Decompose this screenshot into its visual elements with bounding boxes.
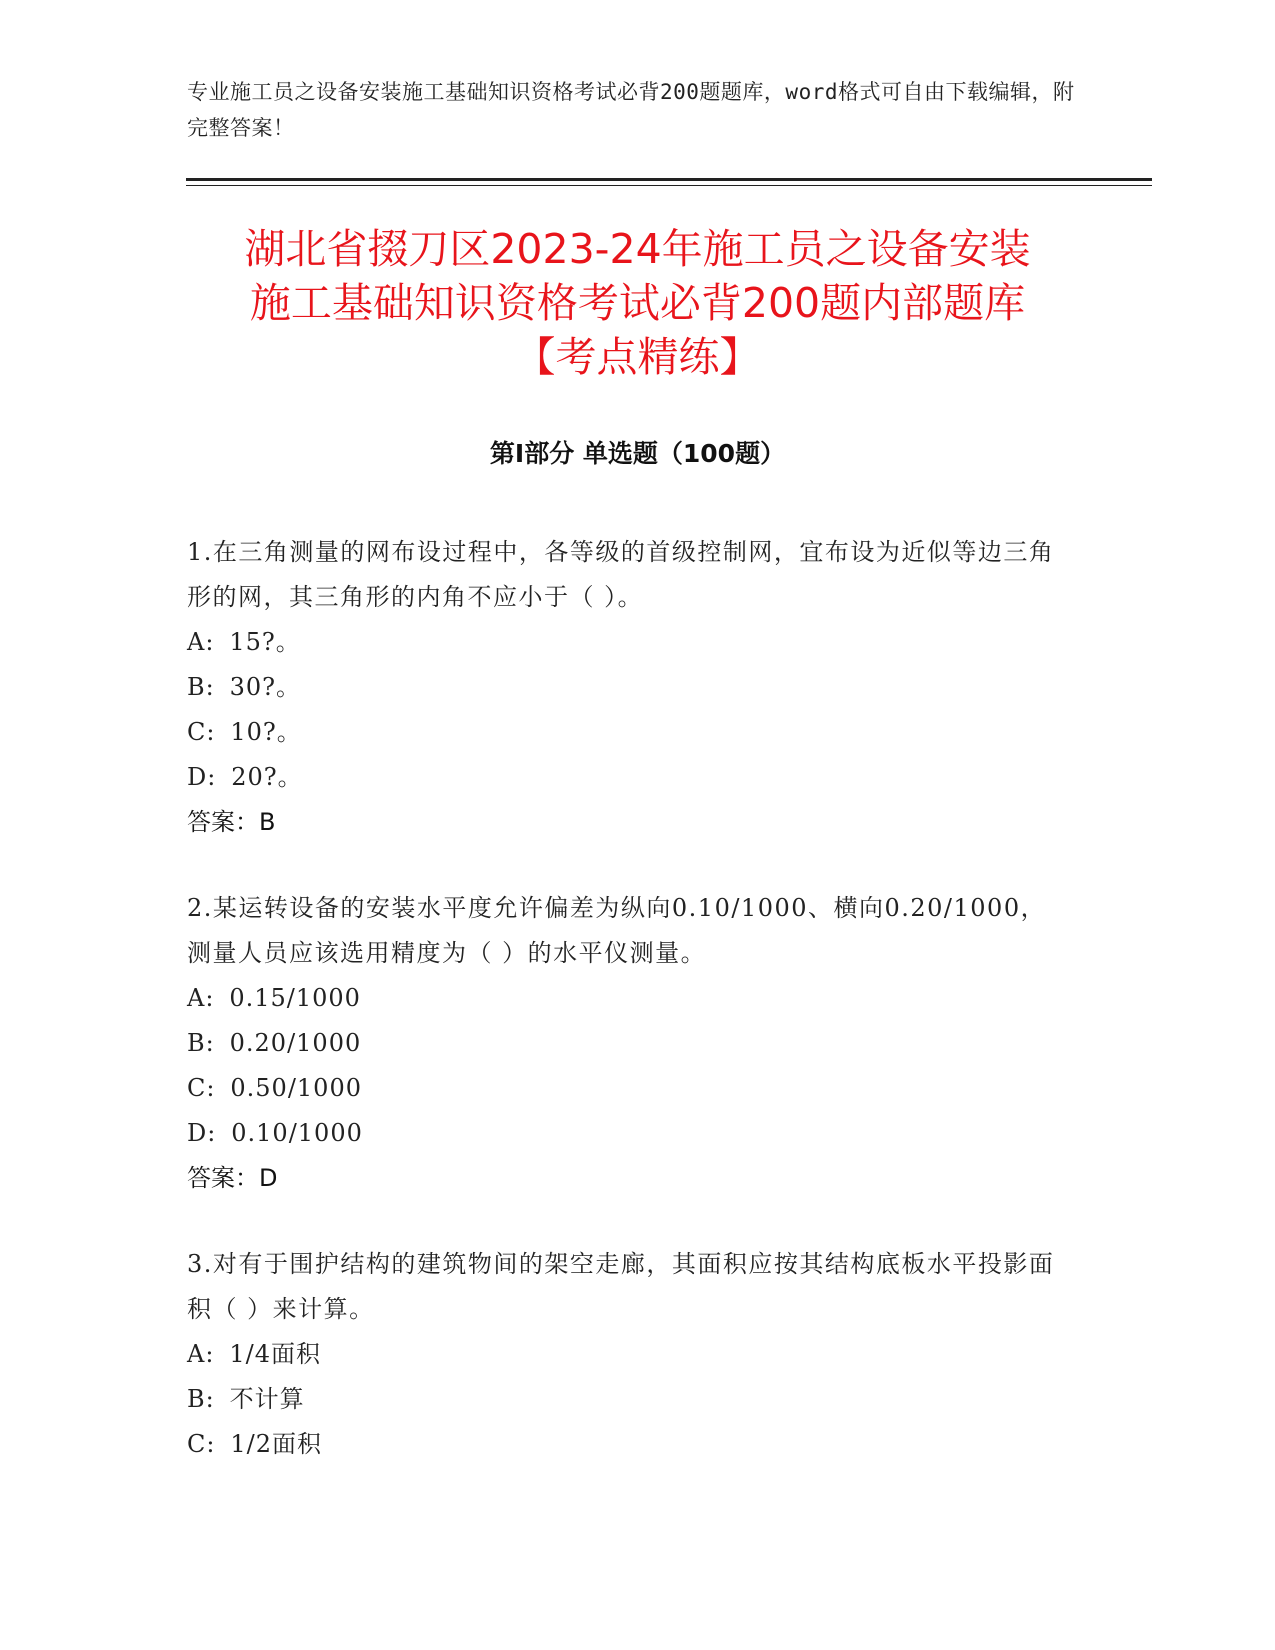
option-separator: :: [207, 763, 217, 791]
option-letter: C: [187, 1430, 207, 1458]
answer-line: 答案：B: [187, 808, 276, 836]
option-separator: :: [205, 1385, 215, 1413]
option-letter: D: [187, 763, 208, 791]
option-separator: :: [207, 1119, 217, 1147]
option-letter: B: [187, 1029, 206, 1057]
option-b: [187, 1377, 1067, 1422]
option-letter: A: [187, 628, 206, 656]
option-b: [187, 1021, 1067, 1066]
option-list: [187, 976, 1067, 1156]
option-list: [187, 1332, 1067, 1467]
title-line-2: 施工基础知识资格考试必背200题内部题库: [249, 279, 1026, 327]
option-separator: :: [205, 1029, 215, 1057]
option-letter: C: [187, 1074, 207, 1102]
title-line-3: 【考点精练】: [514, 333, 761, 381]
option-text: 0.15/1000: [229, 984, 361, 1012]
option-b: [187, 665, 1067, 710]
header-divider-thick: [186, 178, 1152, 181]
option-separator: :: [205, 1340, 215, 1368]
option-d: [187, 1111, 1067, 1156]
option-separator: :: [206, 1074, 216, 1102]
header-divider-thin: [186, 185, 1152, 186]
title-line-1: 湖北省掇刀区2023-24年施工员之设备安装: [244, 225, 1031, 273]
option-list: [187, 620, 1067, 800]
question-1: [187, 530, 1067, 845]
option-text: 不计算: [229, 1385, 305, 1413]
option-text: 10?。: [230, 718, 302, 746]
question-stem: 1.在三角测量的网布设过程中，各等级的首级控制网，宜布设为近似等边三角形的网，其三角形的内角不应小于（ ）。: [187, 538, 1055, 611]
section-heading: 第I部分 单选题（100题）: [489, 439, 786, 468]
header-note: 专业施工员之设备安装施工基础知识资格考试必背200题题库，word格式可自由下载编辑，附完整答案！: [187, 80, 1075, 140]
option-letter: C: [187, 718, 207, 746]
option-a: [187, 976, 1067, 1021]
option-a: [187, 1332, 1067, 1377]
option-text: 20?。: [231, 763, 303, 791]
option-letter: B: [187, 673, 206, 701]
question-stem: 2.某运转设备的安装水平度允许偏差为纵向0.10/1000、横向0.20/1000，测量人员应该选用精度为（ ）的水平仪测量。: [187, 894, 1047, 967]
option-c: [187, 710, 1067, 755]
option-text: 0.20/1000: [229, 1029, 362, 1057]
question-list: [187, 530, 1067, 1508]
option-c: [187, 1066, 1067, 1111]
option-separator: :: [205, 628, 215, 656]
option-letter: A: [187, 1340, 206, 1368]
question-2: [187, 886, 1067, 1201]
option-separator: :: [206, 1430, 216, 1458]
answer-line: 答案：D: [187, 1164, 278, 1192]
option-separator: :: [205, 673, 215, 701]
option-text: 1/4面积: [229, 1340, 321, 1368]
option-a: [187, 620, 1067, 665]
option-c: [187, 1422, 1067, 1467]
option-text: 30?。: [229, 673, 302, 701]
document-title: [150, 222, 1125, 384]
question-stem: 3.对有于围护结构的建筑物间的架空走廊，其面积应按其结构底板水平投影面积（ ）来计算。: [187, 1250, 1055, 1323]
option-letter: B: [187, 1385, 206, 1413]
option-d: [187, 755, 1067, 800]
option-text: 15?。: [229, 628, 301, 656]
option-letter: D: [187, 1119, 208, 1147]
option-text: 1/2面积: [230, 1430, 322, 1458]
option-letter: A: [187, 984, 206, 1012]
option-text: 0.10/1000: [231, 1119, 363, 1147]
option-separator: :: [205, 984, 215, 1012]
question-3: [187, 1242, 1067, 1467]
option-text: 0.50/1000: [230, 1074, 362, 1102]
option-separator: :: [206, 718, 216, 746]
